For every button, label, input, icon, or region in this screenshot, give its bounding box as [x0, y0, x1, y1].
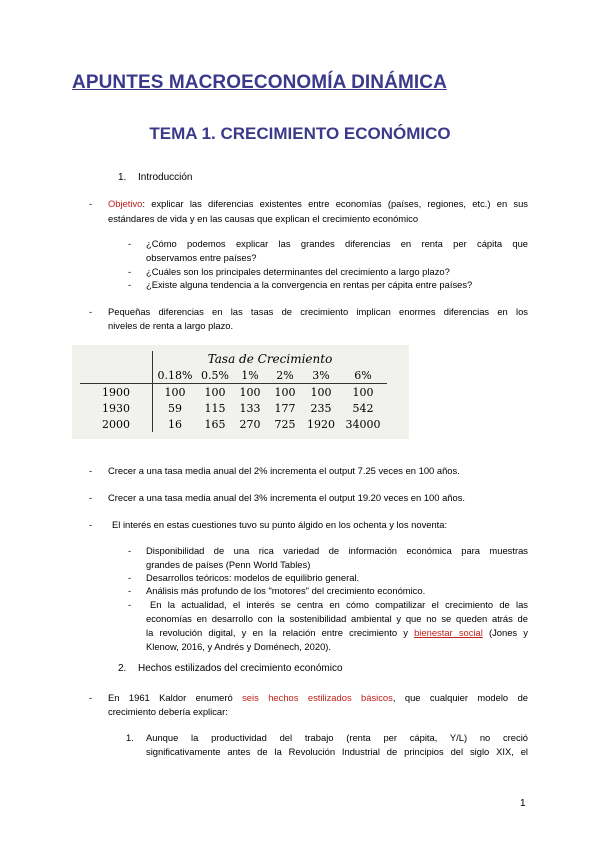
table-header-cell: 1% [233, 367, 267, 384]
table-cell: 270 [239, 417, 261, 431]
bullet-dash: - [89, 465, 93, 476]
interest-item-4-line-3 [146, 625, 528, 640]
table-header-cell: 2% [267, 367, 303, 384]
table-header-cell: 0.18% [153, 367, 198, 384]
table-row [80, 416, 387, 432]
kaldor-line-1 [108, 690, 528, 705]
growth-rate-table [72, 345, 409, 439]
interest-item-1-line-1: Disponibilidad de una rica variedad de información económica para muestras [146, 545, 528, 556]
bullet-dash: - [89, 306, 93, 317]
table-year: 1900 [80, 384, 153, 401]
objetivo-paragraph [108, 196, 528, 226]
interest-item-4-line-2: economías en desarrollo con la sostenibilidad ambiental y que no se queden atrás de [146, 613, 528, 624]
table-cell: 165 [204, 417, 226, 431]
interest-paragraph: El interés en estas cuestiones tuvo su punto álgido en los ochenta y los noventa: [112, 519, 448, 530]
bullet-dash: - [89, 198, 93, 209]
table-cell: 100 [310, 385, 332, 399]
question-3: ¿Existe alguna tendencia a la convergencia en rentas per cápita entre países? [146, 279, 473, 290]
table-cell: 100 [352, 385, 374, 399]
table-cell: 235 [310, 401, 332, 415]
kaldor-highlight: seis hechos estilizados básicos [242, 692, 393, 703]
table-row [80, 384, 387, 401]
table-cell: 59 [168, 401, 182, 415]
interest-item-4-line-4: Klenow, 2016, y Andrés y Doménech, 2020). [146, 641, 332, 652]
bullet-dash: - [128, 585, 132, 596]
bullet-dash: - [89, 692, 93, 703]
question-1-line-1: ¿Cómo podemos explicar las grandes diferencias en renta per cápita que [146, 238, 528, 249]
bullet-dash: - [128, 599, 132, 610]
interest-item-4-text: la revolución digital, y en la relación entre crecimiento y [146, 627, 415, 638]
interest-item-4-text-end: (Jones y [482, 627, 528, 638]
section-1-number: 1. [118, 172, 127, 183]
document-title: APUNTES MACROECONOMÍA DINÁMICA [72, 72, 447, 93]
section-2-number: 2. [118, 663, 127, 674]
bullet-dash: - [89, 492, 93, 503]
table-cell: 34000 [345, 417, 381, 431]
bullet-dash: - [128, 572, 132, 583]
section-2-title: Hechos estilizados del crecimiento económico [138, 663, 343, 674]
chapter-title: TEMA 1. CRECIMIENTO ECONÓMICO [149, 124, 451, 143]
bullet-dash: - [128, 238, 132, 249]
kaldor-text: En 1961 Kaldor enumeró [108, 692, 243, 703]
table-header-cell: 3% [303, 367, 339, 384]
small-diff-line-2: niveles de renta a largo plazo. [108, 320, 234, 331]
table-cell: 542 [352, 401, 374, 415]
fact-1-number: 1. [126, 732, 134, 743]
interest-item-2: Desarrollos teóricos: modelos de equilibrio general. [146, 572, 360, 583]
table-cell: 1920 [307, 417, 335, 431]
table-header-row [80, 367, 387, 384]
bullet-dash: - [128, 545, 132, 556]
table-cell: 100 [274, 385, 296, 399]
objetivo-line-2: estándares de vida y en las causas que explican el crecimiento económico [108, 213, 419, 224]
fact-1-line-2: significativamente antes de la Revolución Industrial de principios del siglo XIX, el [146, 746, 528, 757]
table-cell: 100 [204, 385, 226, 399]
section-1-title: Introducción [138, 172, 193, 183]
interest-item-3: Análisis más profundo de los "motores" del crecimiento económico. [146, 585, 426, 596]
growth-3-percent: Crecer a una tasa media anual del 3% incrementa el output 19.20 veces en 100 años. [108, 492, 466, 503]
table-title: Tasa de Crecimiento [207, 352, 333, 366]
bienestar-social-link[interactable]: bienestar social [414, 627, 483, 638]
question-2: ¿Cuáles son los principales determinantes del crecimiento a largo plazo? [146, 266, 450, 277]
table-cell: 100 [239, 385, 261, 399]
question-1-line-2: observamos entre países? [146, 252, 257, 263]
table-cell: 16 [168, 417, 182, 431]
interest-item-4-line-1: En la actualidad, el interés se centra en cómo compatilizar el crecimiento de las [150, 599, 528, 610]
table-cell: 725 [274, 417, 296, 431]
bullet-dash: - [128, 279, 132, 290]
table-year: 1930 [80, 400, 153, 416]
table-header-cell: 6% [339, 367, 387, 384]
table-year: 2000 [80, 416, 153, 432]
page-number: 1 [520, 798, 526, 809]
small-diff-line-1: Pequeñas diferencias en las tasas de crecimiento implican enormes diferencias en los [108, 306, 528, 317]
objetivo-label: Objetivo [108, 198, 143, 209]
kaldor-line-2: crecimiento debería explicar: [108, 706, 228, 717]
objetivo-line-1: : explicar las diferencias existentes entre economías (países, regiones, etc.) en sus [142, 198, 528, 209]
growth-2-percent: Crecer a una tasa media anual del 2% incrementa el output 7.25 veces en 100 años. [108, 465, 460, 476]
bullet-dash: - [89, 519, 93, 530]
table-cell: 177 [274, 401, 296, 415]
kaldor-text-end: , que cualquier modelo de [392, 692, 528, 703]
table-cell: 100 [164, 385, 186, 399]
fact-1-line-1: Aunque la productividad del trabajo (renta per cápita, Y/L) no creció [146, 732, 528, 743]
table-cell: 115 [204, 401, 226, 415]
table-row [80, 400, 387, 416]
interest-item-1-line-2: grandes de países (Penn World Tables) [146, 559, 311, 570]
table-header-cell: 0.5% [197, 367, 233, 384]
bullet-dash: - [128, 266, 132, 277]
table-cell: 133 [239, 401, 261, 415]
